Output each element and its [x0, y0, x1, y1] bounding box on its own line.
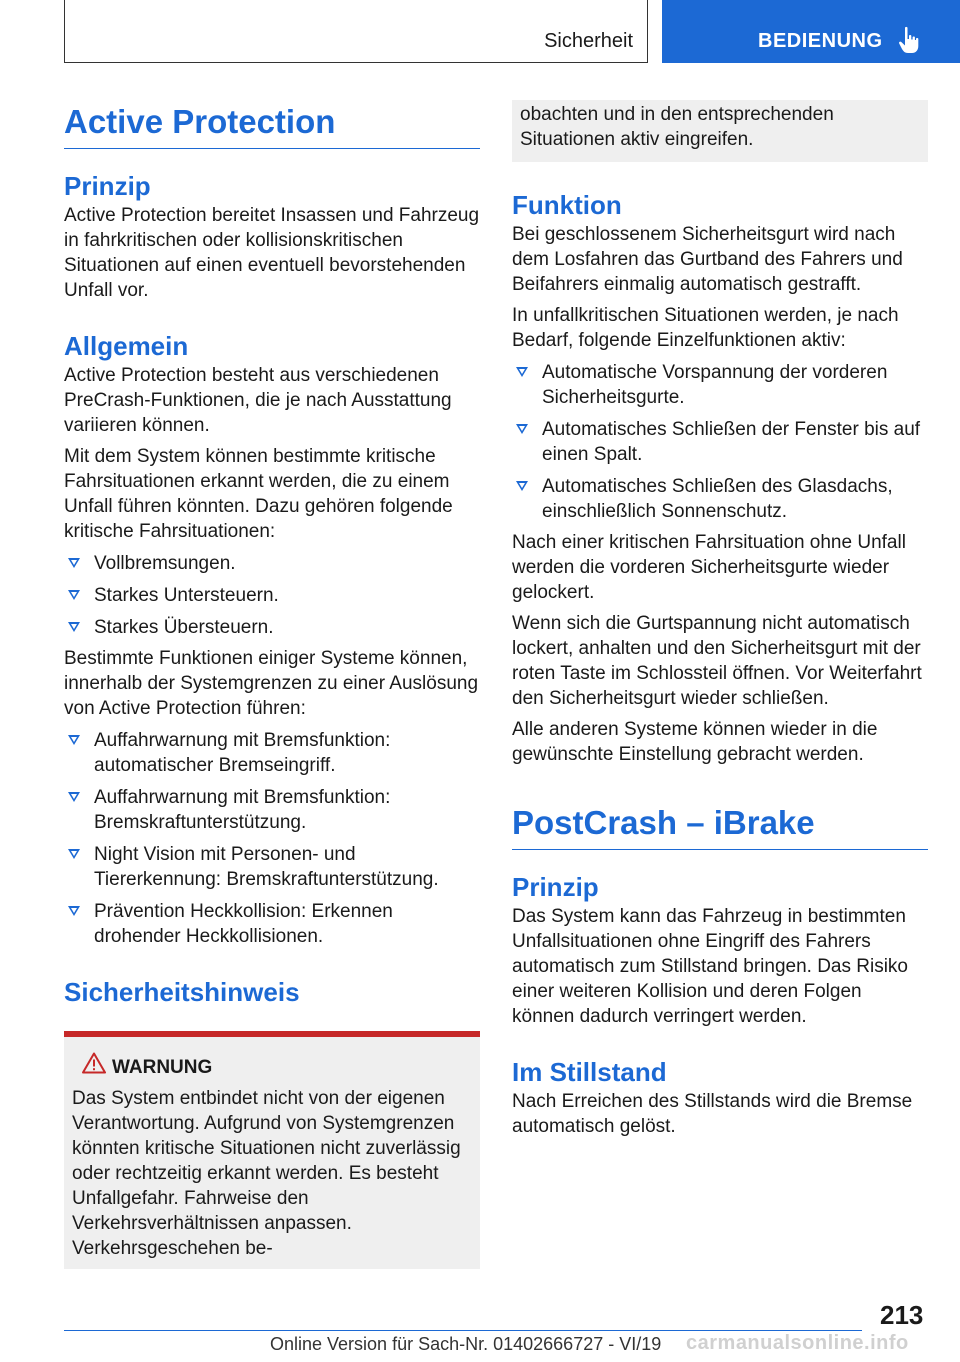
- prinzip-paragraph: Active Protection bereitet Insassen und Fahrzeug in fahrkritischen oder kollisionskritischen Situationen auf einen eventuell bevorstehenden Unfall vor.: [64, 205, 480, 301]
- bullet-triangle-icon: [68, 622, 80, 632]
- warning-box-continued: [512, 100, 928, 162]
- bullet-triangle-icon: [516, 481, 528, 491]
- list-item: Automatisches Schließen des Glasdachs, einschließlich Sonnenschutz.: [512, 474, 928, 524]
- stillstand-paragraph: Nach Erreichen des Stillstands wird die Bremse automatisch gelöst.: [512, 1091, 913, 1137]
- left-column: [64, 100, 480, 1269]
- list-item: Night Vision mit Personen- und Tiererkennung: Bremskraftunterstützung.: [64, 842, 480, 892]
- heading-allgemein: Allgemein: [64, 331, 189, 361]
- page-number: 213: [880, 1300, 924, 1330]
- funktion-paragraph-5: Alle anderen Systeme können wieder in die gewünschte Einstellung gebracht werden.: [512, 719, 878, 765]
- list-item: Automatisches Schließen der Fenster bis auf einen Spalt.: [512, 417, 928, 467]
- list-item: Automatische Vorspannung der vorderen Sicherheitsgurte.: [512, 360, 928, 410]
- header-tab-bedienung[interactable]: [662, 0, 960, 63]
- allgemein-paragraph-1: Active Protection besteht aus verschiedenen PreCrash-Funktionen, die je nach Ausstattung variieren können.: [64, 365, 452, 436]
- funktion-paragraph-4: Wenn sich die Gurtspannung nicht automatisch lockert, anhalten und den Sicherheitsgurt mit der roten Taste im Schlossteil öffnen. Vor Weiterfahrt den Sicherheitsgurt wieder schließen.: [512, 613, 922, 709]
- postcrash-prinzip-paragraph: Das System kann das Fahrzeug in bestimmten Unfallsituationen ohne Eingriff des Fahrers automatisch zum Stillstand bringen. Das Risiko einer weiteren Kollision und deren Folgen können dadurch verringert werden.: [512, 906, 909, 1027]
- list-item: Starkes Untersteuern.: [64, 583, 480, 608]
- list-item: Auffahrwarnung mit Bremsfunktion: Bremskraftunterstützung.: [64, 785, 480, 835]
- list-item: Auffahrwarnung mit Bremsfunktion: automatischer Bremseingriff.: [64, 728, 480, 778]
- bullet-triangle-icon: [68, 558, 80, 568]
- right-column: [512, 100, 928, 1139]
- bullet-triangle-icon: [68, 590, 80, 600]
- footer-online-version: Online Version für Sach-Nr. 01402666727 - VI/19: [270, 1334, 662, 1354]
- heading-funktion: Funktion: [512, 190, 622, 220]
- heading-postcrash-prinzip: Prinzip: [512, 872, 599, 902]
- bullet-triangle-icon: [516, 367, 528, 377]
- warning-text-part-1: Das System entbindet nicht von der eigenen Verantwortung. Aufgrund von Systemgrenzen könnten kritische Situationen nicht zuverlässig oder rechtzeitig erkannt werden. Es besteht Unfallgefahr. Fahrweise den Verkehrsverhältnissen anpassen. Verkehrsgeschehen be-: [72, 1088, 461, 1259]
- funktion-paragraph-3: Nach einer kritischen Fahrsituation ohne Unfall werden die vorderen Sicherheitsgurte wieder gelockert.: [512, 532, 906, 603]
- footer-divider: [64, 1330, 862, 1331]
- bullet-triangle-icon: [68, 849, 80, 859]
- funktion-paragraph-1: Bei geschlossenem Sicherheitsgurt wird nach dem Losfahren das Gurtband des Fahrers und Beifahrers einmalig automatisch gestrafft.: [512, 224, 903, 295]
- bullet-triangle-icon: [516, 424, 528, 434]
- situations-list: [64, 551, 480, 640]
- functions-list: [64, 728, 480, 949]
- bullet-triangle-icon: [68, 735, 80, 745]
- page-title-postcrash-ibrake: PostCrash – iBrake: [512, 801, 928, 850]
- warning-triangle-icon: [82, 1052, 106, 1074]
- bullet-triangle-icon: [68, 906, 80, 916]
- warning-title: WARNUNG: [72, 1055, 472, 1080]
- funktion-paragraph-2: In unfallkritischen Situationen werden, je nach Bedarf, folgende Einzelfunktionen aktiv:: [512, 305, 899, 351]
- header-section-box: [64, 0, 648, 63]
- allgemein-paragraph-2: Mit dem System können bestimmte kritische Fahrsituationen erkannt werden, die zu einem Unfall führen könnten. Dazu gehören folgende kritische Fahrsituationen:: [64, 446, 453, 542]
- warning-box: [64, 1031, 480, 1269]
- header-tab-label: BEDIENUNG: [758, 30, 883, 52]
- allgemein-paragraph-3: Bestimmte Funktionen einiger Systeme können, innerhalb der Systemgrenzen zu einer Auslösung von Active Protection führen:: [64, 648, 479, 719]
- heading-prinzip: Prinzip: [64, 171, 151, 201]
- bullet-triangle-icon: [68, 792, 80, 802]
- page-title-active-protection: Active Protection: [64, 100, 480, 149]
- einzelfunktionen-list: [512, 360, 928, 524]
- hand-pointer-icon: [898, 26, 920, 54]
- watermark: carmanualsonline.info: [686, 1332, 909, 1354]
- heading-im-stillstand: Im Stillstand: [512, 1057, 667, 1087]
- header-section-label: Sicherheit: [544, 30, 633, 52]
- list-item: Starkes Übersteuern.: [64, 615, 480, 640]
- heading-sicherheitshinweis: Sicherheitshinweis: [64, 977, 300, 1007]
- list-item: Prävention Heckkollision: Erkennen drohender Heckkollisionen.: [64, 899, 480, 949]
- list-item: Vollbremsungen.: [64, 551, 480, 576]
- warning-text-part-2: obachten und in den entsprechenden Situationen aktiv eingreifen.: [520, 104, 834, 150]
